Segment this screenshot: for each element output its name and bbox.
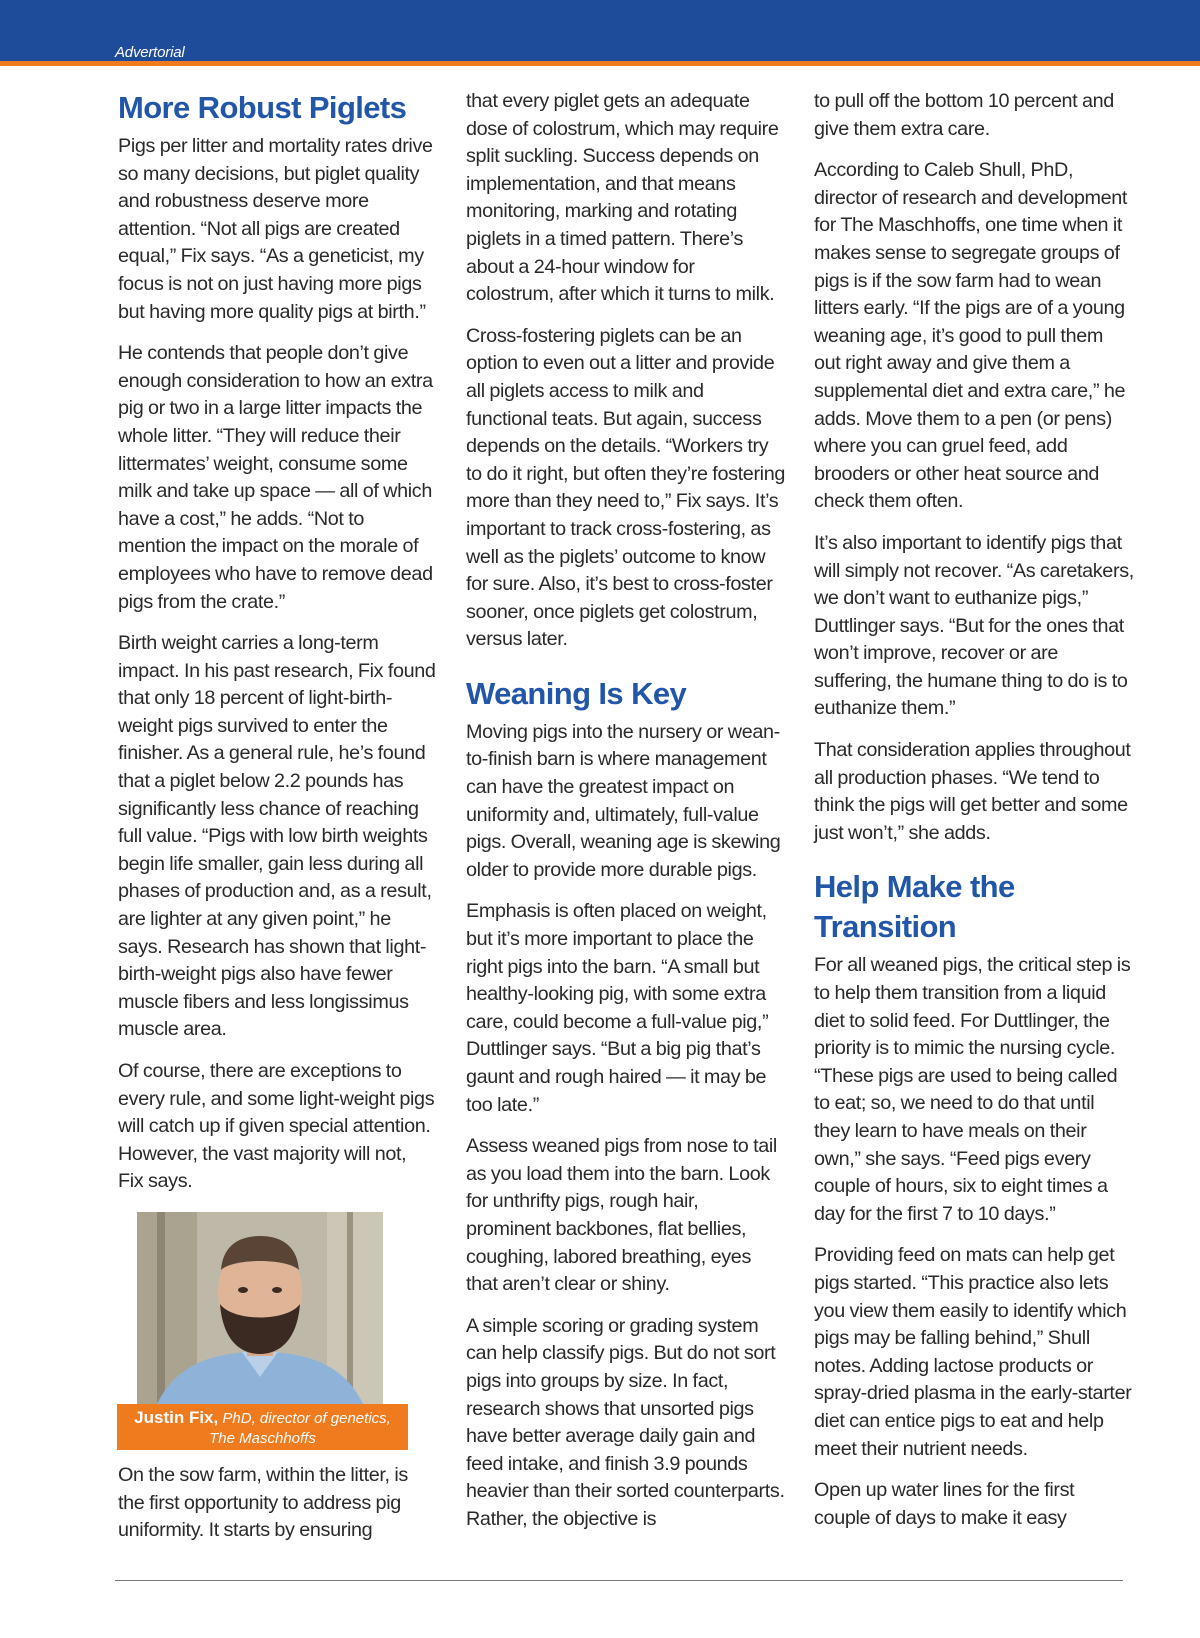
- paragraph: That consideration applies throughout all production phases. “We tend to think the pigs will get better and some just won’t,” she adds.: [814, 739, 1131, 844]
- paragraph: On the sow farm, within the litter, is the first opportunity to address pig uniformity. It starts by ensuring: [118, 1464, 408, 1542]
- section-heading-weaning: Weaning Is Key: [466, 675, 687, 711]
- paragraph: A simple scoring or grading system can help classify pigs. But do not sort pigs into groups by size. In fact, research shows that unsorted pigs have better average daily gain and feed intake, and finish 3.9 pounds heavier than their sorted counterparts. Rather, the objective is: [466, 1314, 785, 1530]
- paragraph: Open up water lines for the first couple of days to make it easy: [814, 1479, 1075, 1529]
- paragraph: Emphasis is often placed on weight, but it’s more important to place the right pigs into the barn. “A small but healthy-looking pig, with some extra care, could become a full-value pig,” Duttlinger says. “But a big pig that’s gaunt and rough haired — it may be too late.”: [466, 900, 769, 1116]
- column-1: [118, 88, 436, 1210]
- paragraph: According to Caleb Shull, PhD, director of research and development for The Maschhoffs, one time when it makes sense to segregate groups of pigs is if the sow farm had to wean litters early. “If the pigs are of a young weaning age, it’s good to pull them out right away and give them a supplemental diet and extra care,” he adds. Move them to a pen (or pens) where you can gruel feed, add brooders or other heat source and check them often.: [814, 159, 1128, 513]
- column-3: [814, 88, 1134, 1546]
- paragraph: Providing feed on mats can help get pigs started. “This practice also lets you view them easily to identify which pigs may be falling behind,” Shull notes. Adding lactose products or spray-dried plasma in the early-starter diet can entice pigs to eat and help meet their nutrient needs.: [814, 1244, 1132, 1460]
- paragraph: that every piglet gets an adequate dose of colostrum, which may require split suckling. Success depends on implementation, and that means monitoring, marking and rotating piglets in a timed pattern. There’s about a 24-hour window for colostrum, after which it turns to milk.: [466, 90, 779, 306]
- caption-name: Justin Fix,: [134, 1408, 219, 1427]
- paragraph: He contends that people don’t give enough consideration to how an extra pig or two in a large litter impacts the whole litter. “They will reduce their littermates’ weight, consume some milk and take up space — all of which have a cost,” he adds. “Not to mention the impact on the morale of employees who have to remove dead pigs from the crate.”: [118, 342, 433, 613]
- paragraph: to pull off the bottom 10 percent and give them extra care.: [814, 90, 1114, 140]
- paragraph: Assess weaned pigs from nose to tail as you load them into the barn. Look for unthrifty pigs, rough hair, prominent backbones, flat bellies, coughing, labored breathing, eyes that aren’t clear or shiny.: [466, 1135, 777, 1296]
- paragraph: For all weaned pigs, the critical step is to help them transition from a liquid diet to solid feed. For Duttlinger, the priority is to mimic the nursing cycle. “These pigs are used to being called to eat; so, we need to do that until they learn to have meals on their own,” she says. “Feed pigs every couple of hours, six to eight times a day for the first 7 to 10 days.”: [814, 954, 1131, 1225]
- section-heading-robust-piglets: More Robust Piglets: [118, 90, 407, 125]
- section-heading-transition: Help Make the Transition: [814, 869, 1015, 945]
- caption-organization: The Maschhoffs: [209, 1430, 316, 1447]
- caption-role: PhD, director of genetics,: [222, 1410, 391, 1427]
- column-1-continued: [118, 1462, 436, 1545]
- footer-divider: [115, 1580, 1123, 1581]
- paragraph: It’s also important to identify pigs that will simply not recover. “As caretakers, we don’t want to euthanize pigs,” Duttlinger says. “But for the ones that won’t improve, recover or are suffering, the humane thing to do is to euthanize them.”: [814, 531, 1134, 720]
- portrait-photo: [137, 1212, 383, 1404]
- advertorial-label: Advertorial: [115, 44, 185, 61]
- header-accent-stripe: [0, 61, 1200, 66]
- header-bar: [0, 0, 1200, 66]
- photo-caption: [117, 1404, 408, 1450]
- paragraph: Moving pigs into the nursery or wean-to-finish barn is where management can have the greatest impact on uniformity and, ultimately, full-value pigs. Overall, weaning age is skewing older to provide more durable pigs.: [466, 720, 781, 881]
- paragraph: Pigs per litter and mortality rates drive so many decisions, but piglet quality and robustness deserve more attention. “Not all pigs are created equal,” Fix says. “As a geneticist, my focus is not on just having more pigs but having more quality pigs at birth.”: [118, 135, 433, 323]
- paragraph: Cross-fostering piglets can be an option to even out a litter and provide all piglets access to milk and functional teats. But again, success depends on the details. “Workers try to do it right, but often they’re fostering more than they need to,” Fix says. It’s important to track cross-fostering, as well as the piglets’ outcome to know for sure. Also, it’s best to cross-foster sooner, once piglets get colostrum, versus later.: [466, 324, 786, 651]
- portrait-illustration: [137, 1212, 383, 1404]
- column-2: [466, 88, 786, 1548]
- paragraph: Of course, there are exceptions to every rule, and some light-weight pigs will catch up if given special attention. However, the vast majority will not, Fix says.: [118, 1060, 435, 1193]
- paragraph: Birth weight carries a long-term impact. In his past research, Fix found that only 18 percent of light-birth-weight pigs survived to enter the finisher. As a general rule, he’s found that a piglet below 2.2 pounds has significantly less chance of reaching full value. “Pigs with low birth weights begin life smaller, gain less during all phases of production and, as a result, are lighter at any given point,” he says. Research has shown that light-birth-weight pigs also have fewer muscle fibers and less longissimus muscle area.: [118, 632, 436, 1041]
